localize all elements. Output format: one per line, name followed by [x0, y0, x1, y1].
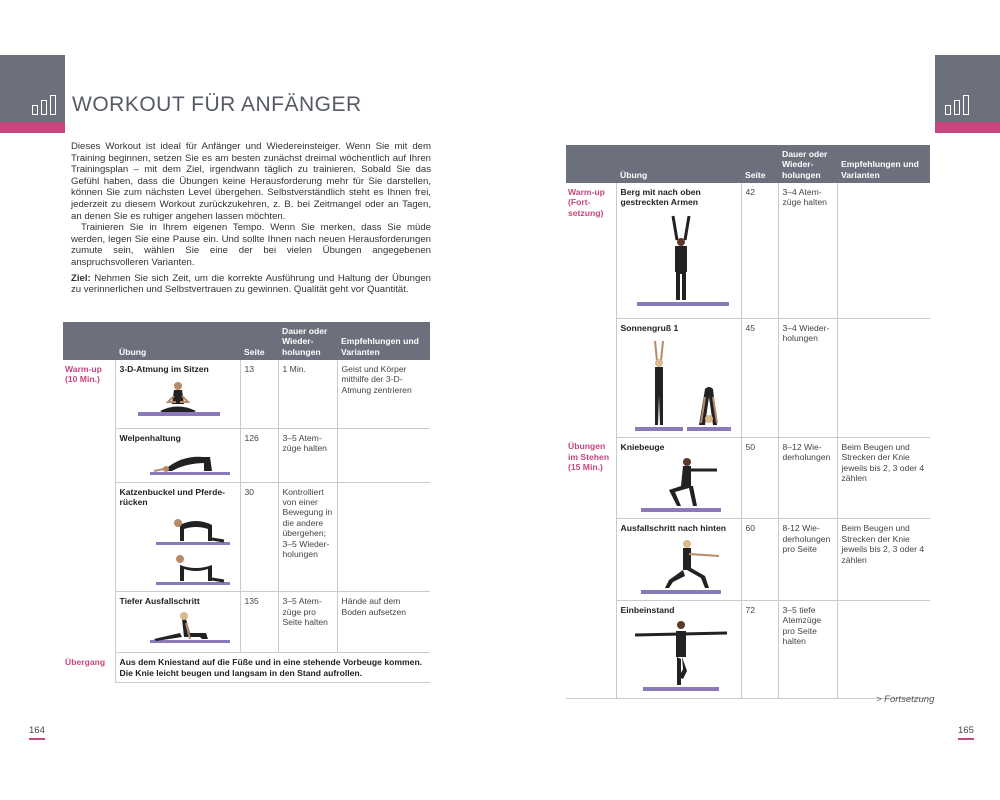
exercise-name: Katzenbuckel und Pferderücken	[119, 486, 226, 507]
exercise-recommendation	[337, 482, 430, 592]
exercise-duration: 8-12 Wiederholungen pro Seite	[778, 519, 837, 600]
section-standing: Übungen im Stehen (15 Min.)	[568, 441, 610, 473]
exercise-duration: 8–12 Wiederholungen	[778, 437, 837, 518]
exercise-page: 42	[741, 183, 778, 318]
goal-label: Ziel:	[71, 272, 91, 284]
table-row	[63, 592, 430, 653]
header-page: Seite	[741, 145, 778, 183]
puppy-pose-figure	[120, 447, 236, 477]
exercise-recommendation: Geist und Körper mithilfe der 3-D-Atmung zentrieren	[337, 360, 430, 428]
exercise-duration: 3–5 tiefe Atemzüge pro Seite halten	[778, 600, 837, 698]
exercise-name: 3-D-Atmung im Sitzen	[119, 364, 209, 374]
exercise-recommendation: Hände auf dem Boden aufsetzen	[337, 592, 430, 653]
seated-breathing-figure	[120, 378, 236, 418]
exercise-duration: Kontrolliert von einer Bewegung in die andere übergehen; 3–5 Wiederholungen	[278, 482, 337, 592]
intro-paragraph-1: Dieses Workout ist ideal für Anfänger und Wiedereinsteiger. Wenn Sie mit dem Training beginnen, setzen Sie es am besten zunächst dreimal wöchentlich auf Ihren Trainingsplan – mit dem Ziel, irgendwann täglich zu trainieren. Sobald Sie das Gefühl haben, dass die Übungen keine Herausforderung mehr für Sie darstellen, können Sie zum nächsten Level übergehen. Selbstverständlich steht es Ihnen frei, jederzeit zu diesem Workout zurückzukehren, z. B. bei Zeitmangel oder an Tagen, an denen Sie es ruhiger angehen lassen möchten.	[71, 141, 431, 222]
transition-text: Aus dem Kniestand auf die Füße und in eine stehende Vorbeuge kommen. Die Knie leicht beugen und langsam in den Stand aufrollen.	[115, 653, 430, 683]
intro-paragraph-2: Trainieren Sie in Ihrem eigenen Tempo. Wenn Sie merken, dass Sie müde werden, legen Sie eine Pause ein. Und sollte Ihnen nach neuen Herausforderungen zumute sein, wählen Sie eine der bei vielen Übungen angegebenen anspruchsvolleren Varianten.	[71, 222, 431, 268]
exercise-duration: 3–4 Atemzüge halten	[778, 183, 837, 318]
cow-pose-figure	[120, 551, 236, 587]
header-recommendations: Empfehlungen und Varianten	[337, 322, 430, 360]
goal-paragraph	[71, 273, 431, 296]
exercise-duration: 3–5 Atemzüge halten	[278, 428, 337, 482]
exercise-name: Berg mit nach oben gestreckten Armen	[620, 187, 701, 208]
chapter-tab-left	[0, 55, 65, 133]
exercise-page: 60	[741, 519, 778, 600]
goal-text: Nehmen Sie sich Zeit, um die korrekte Ausführung und Haltung der Übungen zu verinnerlichen und Selbstvertrauen zu gewinnen. Qualität geht vor Quantität.	[71, 272, 431, 296]
section-warmup: Warm-up (10 Min.)	[65, 364, 102, 385]
page-title: WORKOUT FÜR ANFÄNGER	[72, 93, 362, 116]
exercise-name: Sonnengruß 1	[620, 322, 679, 333]
table-row	[566, 600, 930, 698]
exercise-page: 135	[240, 592, 278, 653]
exercise-recommendation	[337, 428, 430, 482]
exercise-name: Welpenhaltung	[119, 432, 181, 443]
low-lunge-figure	[120, 611, 236, 645]
page-number-left	[29, 725, 45, 740]
page-number-left-text: 164	[29, 725, 45, 736]
exercise-page: 13	[240, 360, 278, 428]
header-exercise: Übung	[616, 145, 741, 183]
right-exercise-table	[566, 145, 930, 699]
exercise-recommendation: Beim Beugen und Strecken der Knie jeweils bis 2, 3 oder 4 zählen	[837, 519, 930, 600]
mountain-arms-up-figure	[621, 212, 737, 308]
table-row	[566, 318, 930, 437]
table-row	[63, 653, 430, 683]
left-exercise-table	[63, 322, 430, 683]
page-number-right-text: 165	[958, 725, 974, 736]
exercise-page: 45	[741, 318, 778, 437]
table-row	[63, 482, 430, 592]
exercise-recommendation	[837, 600, 930, 698]
one-leg-stand-figure	[621, 619, 737, 693]
exercise-name: Kniebeuge	[620, 441, 665, 452]
header-exercise: Übung	[115, 322, 240, 360]
cat-pose-figure	[120, 511, 236, 547]
exercise-page: 126	[240, 428, 278, 482]
intro-text	[71, 141, 431, 296]
page-number-right	[958, 725, 974, 740]
exercise-duration: 1 Min.	[278, 360, 337, 428]
header-page: Seite	[240, 322, 278, 360]
exercise-name: Einbeinstand	[620, 604, 675, 615]
table-row	[566, 519, 930, 600]
back-lunge-figure	[621, 538, 737, 596]
exercise-recommendation	[837, 318, 930, 437]
table-row	[566, 183, 930, 318]
exercise-recommendation	[837, 183, 930, 318]
section-transition: Übergang	[65, 656, 106, 667]
exercise-page: 72	[741, 600, 778, 698]
table-row	[566, 437, 930, 518]
chapter-tab-right	[935, 55, 1000, 133]
exercise-page: 30	[240, 482, 278, 592]
exercise-duration: 3–5 Atemzüge pro Seite halten	[278, 592, 337, 653]
continuation-note: > Fortsetzung	[876, 694, 935, 705]
exercise-name: Tiefer Ausfallschritt	[119, 596, 200, 607]
exercise-name: Ausfallschritt nach hinten	[620, 523, 727, 534]
sun-salutation-figure	[621, 337, 737, 433]
level-bars-icon	[945, 95, 969, 115]
squat-figure	[621, 456, 737, 514]
table-row	[63, 360, 430, 428]
exercise-duration: 3–4 Wiederholungen	[778, 318, 837, 437]
level-bars-icon	[32, 95, 56, 115]
exercise-page: 50	[741, 437, 778, 518]
header-duration: Dauer oder Wiederholungen	[778, 145, 837, 183]
exercise-recommendation: Beim Beugen und Strecken der Knie jeweils bis 2, 3 oder 4 zählen	[837, 437, 930, 518]
section-warmup-continued: Warm-up (Fortsetzung)	[568, 187, 605, 218]
header-duration: Dauer oder Wiederholungen	[278, 322, 337, 360]
table-row	[63, 428, 430, 482]
header-recommendations: Empfehlungen und Varianten	[837, 145, 930, 183]
